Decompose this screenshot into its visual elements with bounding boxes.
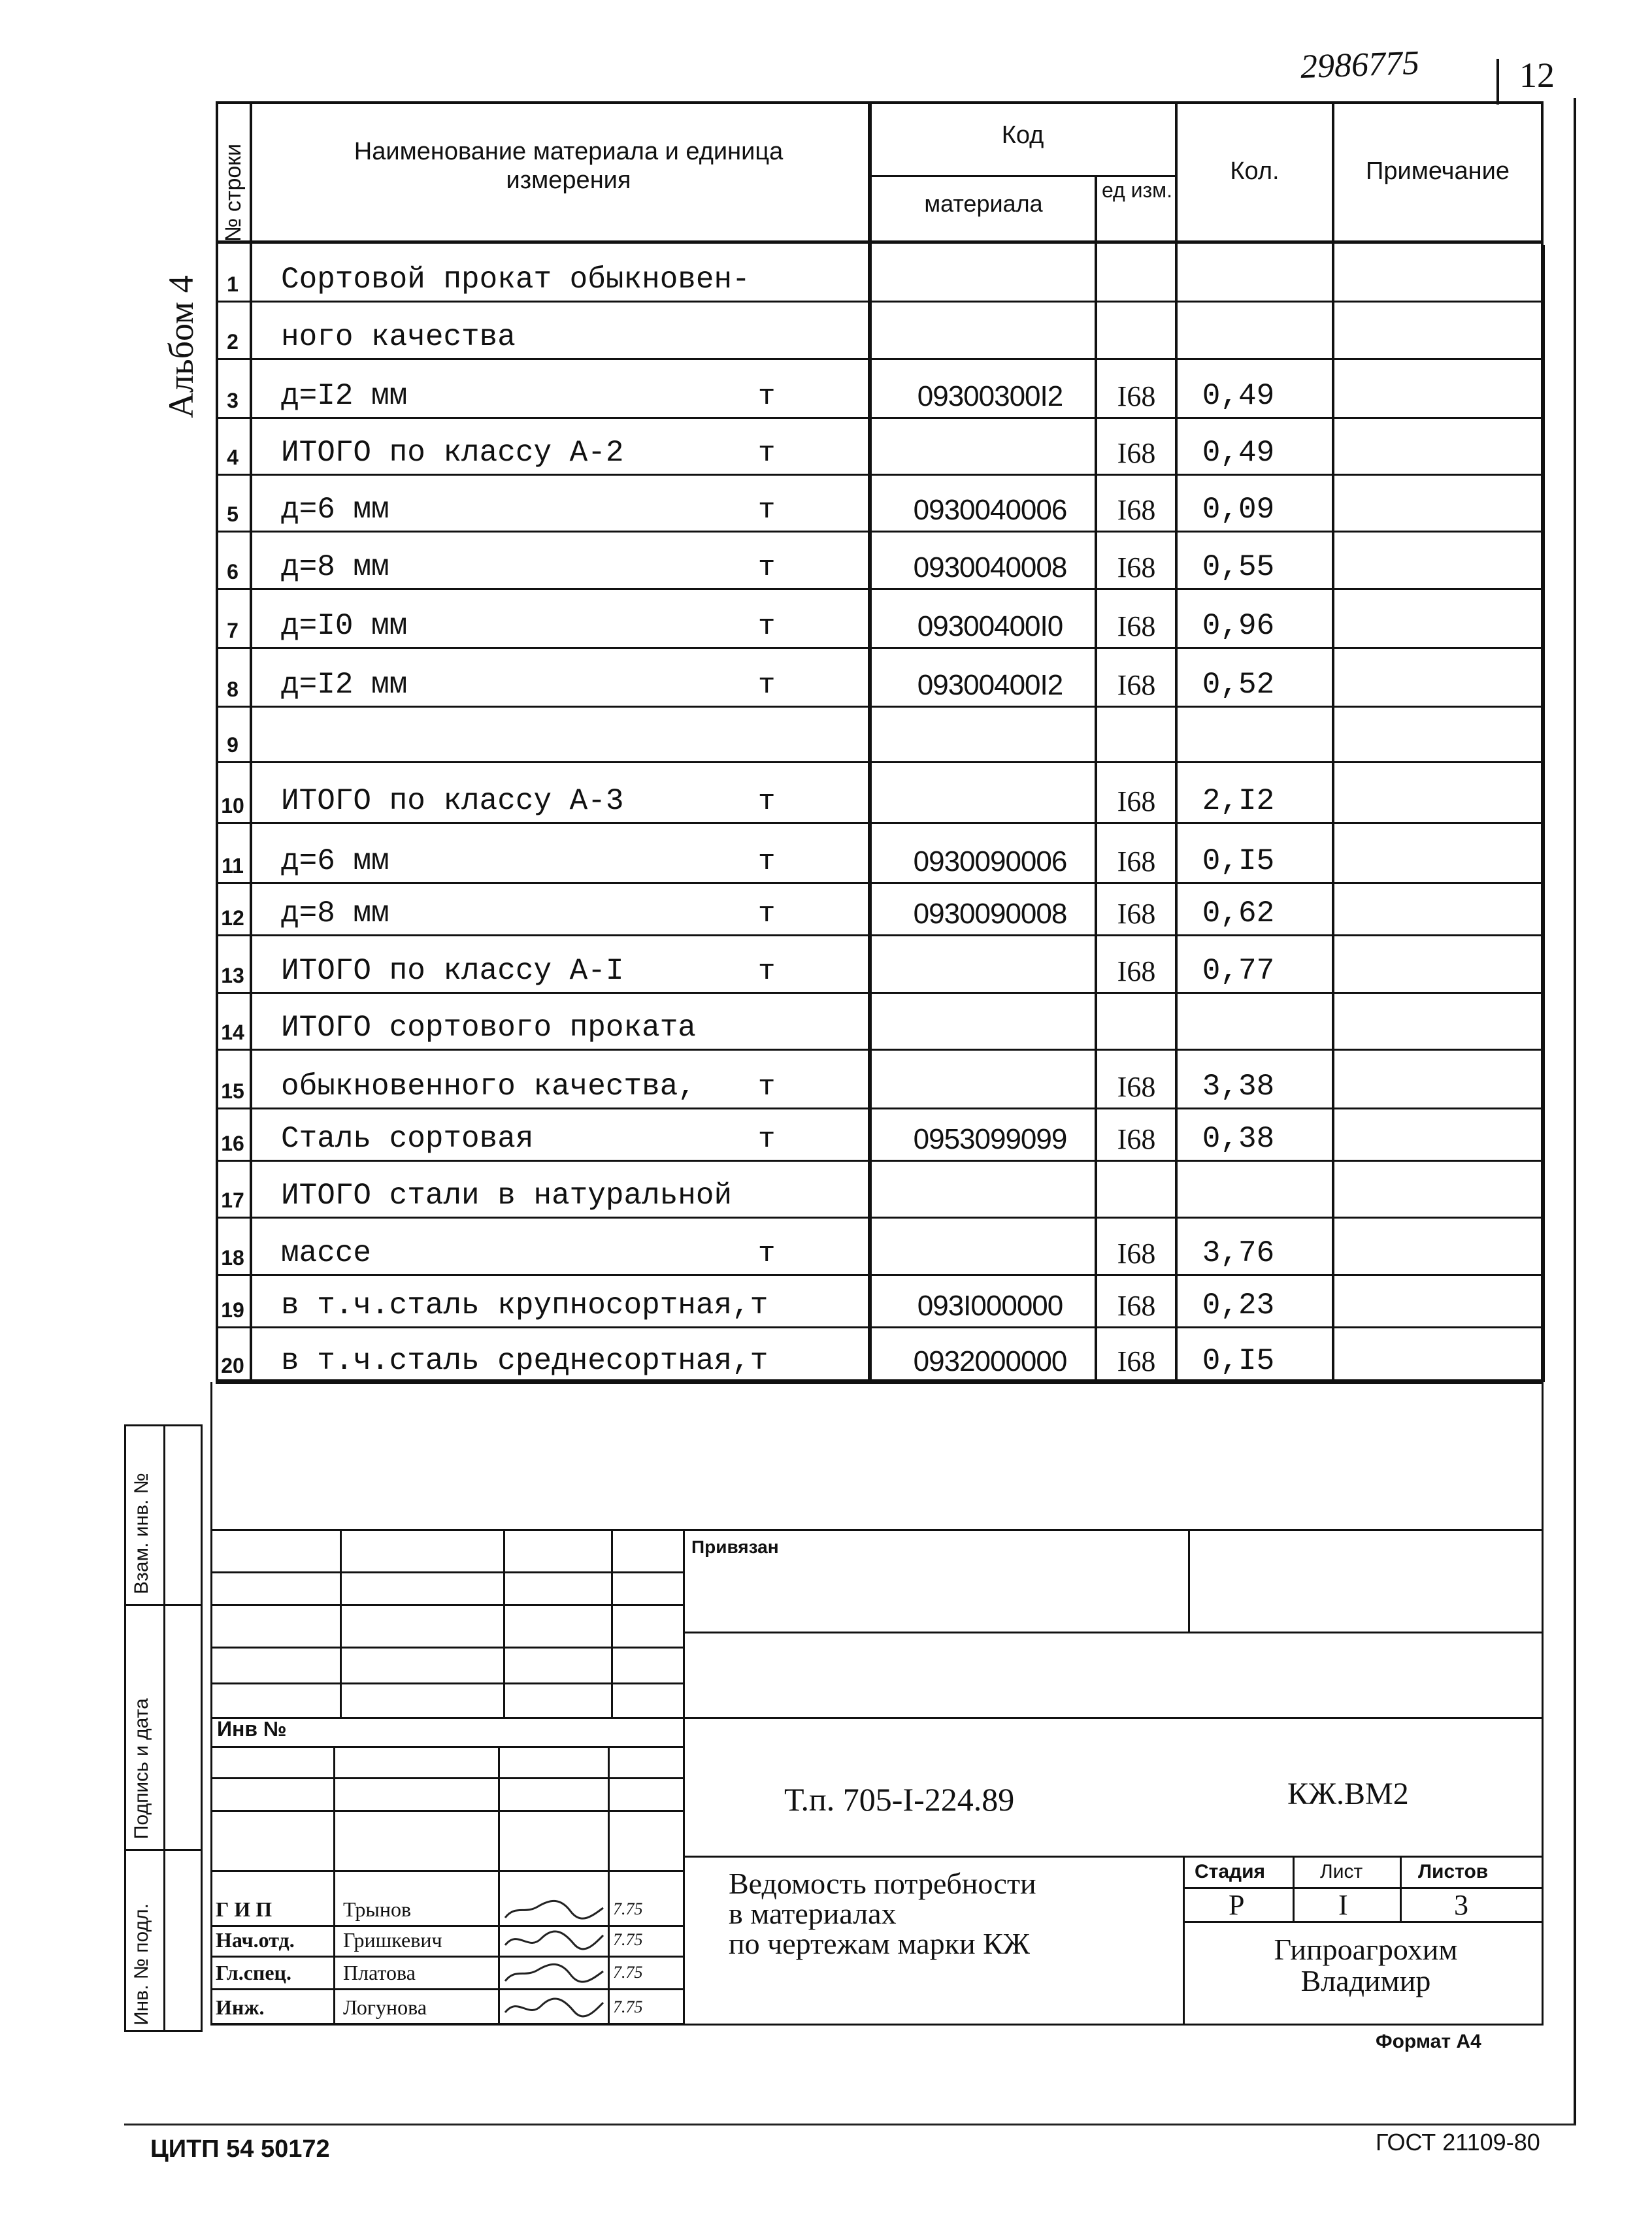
row-unit-letter: т [758,1123,776,1156]
row-material-code [879,706,1101,761]
row-number: 9 [227,733,239,757]
row-name: д=I2 мм [281,668,408,702]
side-label-vzam: Взам. инв. № [131,1473,152,1594]
row-quantity: 0,I5 [1202,1344,1275,1378]
row-name: ИТОГО по классу А-3 [281,784,624,818]
table-row [216,474,1544,533]
album-label: Альбом 4 [161,275,201,418]
stamp-bottom [210,2024,1544,2026]
row-quantity: 0,23 [1202,1288,1275,1322]
row-unit-code: I68 [1117,1238,1156,1270]
row-unit-letter: т [758,610,776,643]
side-strip-h1 [124,1604,203,1606]
stamp-mid-line [683,1633,685,2026]
row-name [281,706,791,761]
row-number: 12 [221,906,244,930]
row-quantity: 0,77 [1202,954,1275,988]
row-number: 14 [221,1021,244,1044]
sb-v2 [1400,1856,1402,1921]
row-name: д=8 мм [281,550,389,584]
table-row [216,1108,1544,1162]
row-unit-letter [758,245,823,301]
row-unit-letter: т [758,437,776,470]
row-unit-letter [758,706,823,761]
row-material-code: 0953099099 [913,1123,1067,1155]
signature-icon [502,1958,606,1987]
row-quantity: 3,76 [1202,1236,1275,1270]
row-quantity [1180,706,1297,761]
row-quantity [1180,245,1297,301]
row-number: 20 [221,1354,244,1377]
row-material-code [879,245,1101,301]
row-number: 17 [221,1189,244,1212]
table-row [216,1160,1544,1219]
side-strip-h2 [124,1849,203,1851]
row-unit-code: I68 [1117,610,1156,642]
designation: Т.п. 705-I-224.89 [784,1781,1015,1818]
row-unit-letter [758,1274,823,1326]
ug-h2 [210,1604,683,1606]
row-number: 18 [221,1246,244,1270]
row-material-code [879,934,1101,992]
person-name: Гришкевич [343,1928,442,1952]
row-quantity [1180,992,1297,1049]
person-date: 7.75 [613,1997,643,2016]
row-material-code [879,417,1101,474]
table-row [216,1274,1544,1328]
row-unit-code: I68 [1117,1123,1156,1155]
ug-h1 [210,1571,683,1573]
row-unit-letter [758,1326,823,1382]
row-quantity [1180,301,1297,358]
row-name: в т.ч.сталь среднесортная,т [281,1344,768,1378]
bottom-frame-line [124,2124,1576,2125]
row-name: д=8 мм [281,896,389,930]
header-note: Примечание [1366,157,1510,185]
people-lines [210,1870,683,1872]
row-unit-code: I68 [1117,1290,1156,1322]
row-material-code: 0930040008 [913,551,1067,583]
row-material-code: 0930090006 [913,845,1067,878]
header-code: Код [1001,122,1044,149]
row-number: 3 [227,389,239,412]
stage-value: Р [1229,1889,1245,1921]
handwritten-doc-number: 2986775 [1300,44,1420,86]
row-unit-code [1098,992,1175,1049]
row-material-code: 09300400I0 [917,610,1063,642]
ug-v1 [340,1529,342,1718]
row-material-code: 09300400I2 [917,669,1063,701]
row-number: 4 [227,446,239,469]
row-name: д=I2 мм [281,379,408,413]
row-name: д=6 мм [281,844,389,878]
row-number: 11 [222,854,244,878]
signature-icon [502,1926,606,1954]
row-material-code: 0932000000 [913,1345,1067,1377]
row-material-code: 0930040006 [913,494,1067,526]
lg-h2 [210,1777,683,1779]
row-unit-code: I68 [1117,1345,1156,1377]
row-unit-code: I68 [1117,669,1156,701]
row-name: обыкновенного качества, [281,1070,696,1104]
person-name: Платова [343,1961,416,1984]
organization [1229,1934,1503,1997]
lg-h3 [210,1810,683,1812]
table-row [216,647,1544,708]
row-number: 16 [221,1132,244,1155]
organization-line-2: Владимир [1300,1964,1431,1997]
signature-icon [502,1895,606,1924]
row-unit-letter: т [758,551,776,584]
inv-no-label: Инв № [217,1717,287,1741]
frame-right-border [1574,98,1576,2124]
header-qty: Кол. [1230,157,1280,185]
ug-v3 [611,1529,613,1718]
row-number: 2 [227,330,239,353]
row-unit-code: I68 [1117,898,1156,930]
table-row [216,1049,1544,1109]
row-name: Сортовой прокат обыкновен- [281,263,750,297]
doc-title-line-2: в материалах [729,1897,897,1930]
mark: КЖ.ВМ2 [1287,1777,1409,1811]
row-unit-letter [758,301,823,358]
footer-right: ГОСТ 21109-80 [1376,2129,1540,2156]
row-material-code: 0930090008 [913,898,1067,930]
person-date: 7.75 [613,1930,643,1949]
doc-title-line-3: по чертежам марки КЖ [729,1927,1030,1960]
row-number: 6 [227,560,239,583]
privyazan-label: Привязан [691,1537,779,1557]
row-number: 8 [227,678,239,701]
table-row [216,1326,1544,1384]
row-quantity: 0,49 [1202,436,1275,470]
row-name: в т.ч.сталь крупносортная,т [281,1288,768,1322]
privyazan-box [683,1529,1544,1633]
row-quantity: 0,62 [1202,896,1275,930]
row-name: ИТОГО стали в натуральной [281,1179,733,1213]
person-name: Логунова [343,1995,427,2019]
row-unit-letter: т [758,785,776,818]
row-unit-code [1098,301,1175,358]
table-row [216,761,1544,824]
stage-header: Стадия [1195,1861,1266,1882]
footer-left: ЦИТП 54 50172 [150,2135,330,2163]
table-row [216,245,1544,303]
row-name: ИТОГО сортового проката [281,1011,696,1045]
side-strip-divider [163,1424,165,2032]
row-material-code: 09300300I2 [917,380,1063,412]
row-unit-code [1098,245,1175,301]
row-unit-code: I68 [1117,785,1156,817]
row-quantity: 0,52 [1202,668,1275,702]
row-name: д=I0 мм [281,609,408,643]
row-unit-letter: т [758,494,776,527]
person-date: 7.75 [613,1963,643,1982]
row-material-code [879,301,1101,358]
row-unit-letter: т [758,380,776,413]
ug-h4 [210,1682,683,1684]
row-unit-code: I68 [1117,380,1156,412]
sb-v1 [1293,1856,1295,1921]
row-quantity: 0,38 [1202,1122,1275,1156]
sheet-header: Лист [1320,1861,1363,1882]
row-material-code: 093I000000 [917,1290,1063,1322]
person-date: 7.75 [613,1899,643,1918]
lg-h1 [210,1746,683,1748]
table-row [216,934,1544,994]
row-quantity: 0,I5 [1202,844,1275,878]
person-role: Инж. [216,1995,265,2019]
table-row [216,882,1544,936]
people-row-line [210,1988,683,1990]
row-unit-code [1098,1160,1175,1217]
ug-h3 [210,1647,683,1649]
row-quantity: 0,55 [1202,550,1275,584]
page-number-divider [1496,59,1499,105]
organization-line-1: Гипроагрохим [1274,1933,1458,1966]
row-number: 15 [221,1079,244,1103]
row-number: 5 [227,502,239,526]
row-quantity: 2,I2 [1202,784,1275,818]
side-label-inv: Инв. № подл. [131,1903,152,2026]
table-row [216,588,1544,649]
row-unit-letter: т [758,845,776,878]
table-row [216,1217,1544,1276]
row-name: д=6 мм [281,493,389,527]
row-material-code [879,1217,1101,1274]
person-role: Гл.спец. [216,1961,291,1984]
privyazan-divider [1188,1529,1190,1633]
row-quantity: 3,38 [1202,1070,1275,1104]
row-unit-letter [758,992,823,1049]
row-material-code [879,761,1101,822]
row-unit-code: I68 [1117,845,1156,878]
row-number: 19 [221,1298,244,1322]
row-material-code [879,1049,1101,1108]
table-row [216,301,1544,360]
doc-title [729,1869,1036,1959]
table-row [216,706,1544,763]
table-row [216,531,1544,590]
table-row [216,417,1544,476]
row-unit-letter: т [758,1238,776,1270]
row-quantity: 0,96 [1202,609,1275,643]
doc-title-line-1: Ведомость потребности [729,1867,1036,1900]
row-name: ИТОГО по классу А-2 [281,436,624,470]
header-name: Наименование материала и единица измерения [354,138,784,194]
table-row [216,822,1544,884]
row-name: Сталь сортовая [281,1122,534,1156]
lg-v3 [608,1746,610,2026]
row-material-code [879,992,1101,1049]
row-material-code [879,1160,1101,1217]
side-label-podpis: Подпись и дата [131,1698,152,1839]
row-unit-code: I68 [1117,494,1156,526]
sheets-value: 3 [1454,1889,1468,1921]
row-unit-code [1098,706,1175,761]
row-quantity: 0,49 [1202,379,1275,413]
row-unit-letter: т [758,1071,776,1104]
person-name: Трынов [343,1897,412,1921]
row-quantity: 0,09 [1202,493,1275,527]
header-material: материала [924,190,1043,217]
row-name: ного качества [281,320,516,354]
lg-v1 [333,1746,335,2026]
format-label: Формат А4 [1376,2031,1481,2052]
row-unit-code: I68 [1117,1071,1156,1103]
header-row-no: № строки [221,143,246,242]
sheets-header: Листов [1418,1861,1489,1882]
lg-v2 [498,1746,500,2026]
row-number: 13 [221,964,244,987]
row-number: 1 [227,272,239,296]
row-unit-code: I68 [1117,437,1156,469]
row-unit-letter: т [758,898,776,930]
row-unit-code: I68 [1117,955,1156,987]
row-quantity [1180,1160,1297,1217]
table-row [216,992,1544,1051]
row-unit-letter [758,1160,823,1217]
sheet-value: I [1338,1889,1348,1921]
row-number: 7 [227,619,239,642]
header-unit: ед изм. [1101,178,1173,202]
row-number: 10 [221,794,244,817]
code-subheader-line [869,175,1176,177]
row-unit-code: I68 [1117,551,1156,583]
row-unit-letter: т [758,669,776,702]
person-role: Г И П [216,1897,273,1921]
ug-v2 [503,1529,505,1718]
row-name: массе [281,1236,372,1270]
ug-h5 [210,1717,1544,1719]
signature-icon [502,1993,606,2022]
table-row [216,358,1544,419]
row-name: ИТОГО по классу А-I [281,954,624,988]
row-unit-letter: т [758,955,776,988]
page-number: 12 [1519,56,1555,95]
person-role: Нач.отд. [216,1928,295,1952]
